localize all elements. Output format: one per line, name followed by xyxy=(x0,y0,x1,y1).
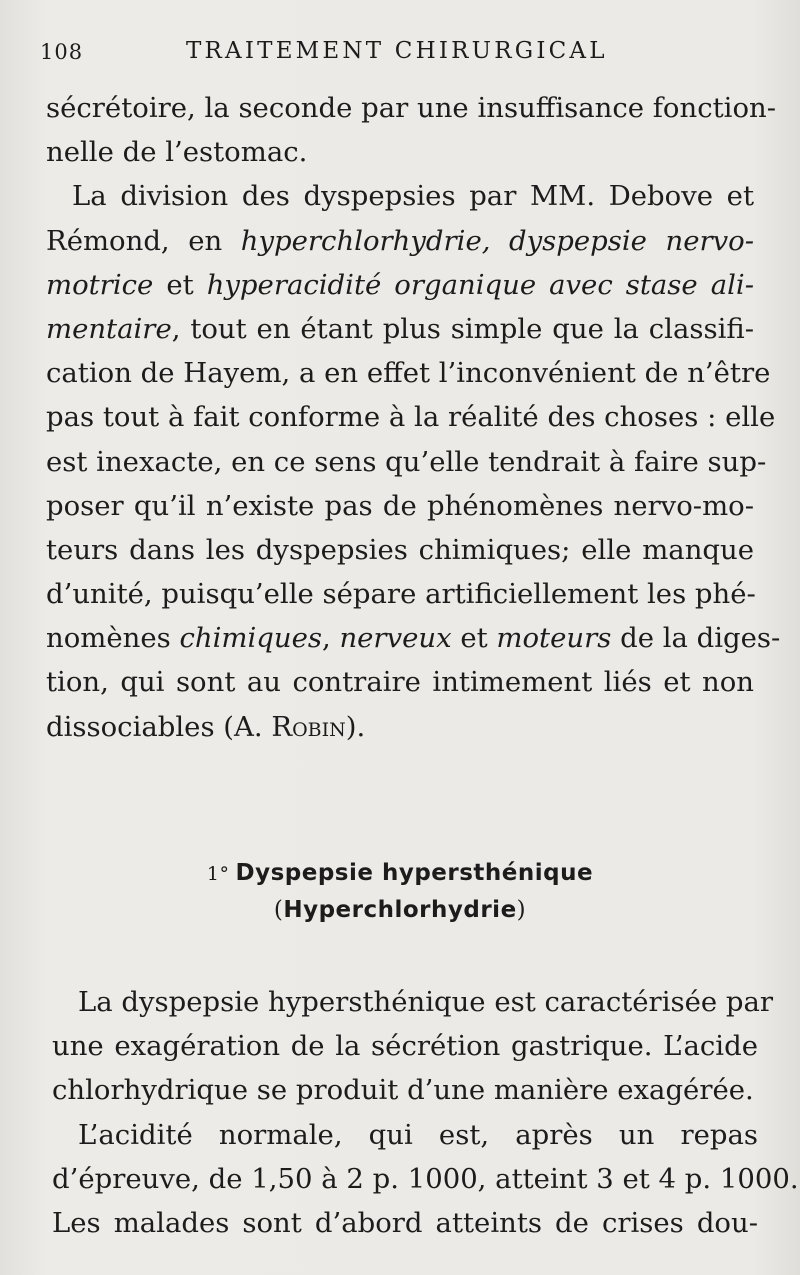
italic-term: hyperacidité organique avec stase ali- xyxy=(206,268,754,301)
text-line: poser qu’il n’existe pas de phénomènes nervo-mo- xyxy=(46,489,754,522)
main-text-block xyxy=(46,86,781,749)
italic-term: mentaire xyxy=(46,312,172,345)
italic-term: moteurs xyxy=(496,622,612,655)
text-line: une exagération de la sécrétion gastrique. L’acide xyxy=(52,1030,758,1063)
text-line: nomènes chimiques, nerveux et moteurs de la diges- xyxy=(46,622,781,655)
italic-term: hyperchlorhydrie, dyspepsie nervo- xyxy=(240,224,754,257)
text-line: Les malades sont d’abord atteints de crises dou- xyxy=(52,1206,758,1239)
text-line: motrice et hyperacidité organique avec stase ali- xyxy=(46,268,754,301)
section-number: 1° xyxy=(206,863,230,885)
text-line: L’acidité normale, qui est, après un repas xyxy=(78,1118,758,1151)
text-line: tion, qui sont au contraire intimement liés et non xyxy=(46,666,754,699)
text-line: d’épreuve, de 1,50 à 2 p. 1000, atteint 3 et 4 p. 1000. xyxy=(52,1162,799,1195)
text-line: dissociables (A. Robin). xyxy=(46,710,366,743)
page-header xyxy=(40,34,760,74)
running-head: TRAITEMENT CHIRURGICAL xyxy=(186,38,608,64)
author-name: Robin xyxy=(271,710,346,743)
text-line: cation de Hayem, a en effet l’inconvénient de n’être xyxy=(46,357,771,390)
section-subtitle: (Hyperchlorhydrie) xyxy=(273,897,527,923)
section-title: 1° Dyspepsie hypersthénique xyxy=(206,860,594,886)
text-line: nelle de l’estomac. xyxy=(46,136,308,169)
text-line: mentaire, tout en étant plus simple que la classifi- xyxy=(46,312,754,345)
text-line: d’unité, puisqu’elle sépare artificiellement les phé- xyxy=(46,578,756,611)
text-line: sécrétoire, la seconde par une insuffisance fonction- xyxy=(46,92,776,124)
text-line: Rémond, en hyperchlorhydrie, dyspepsie nervo- xyxy=(46,224,754,257)
italic-term: motrice xyxy=(46,268,154,301)
italic-term: chimiques xyxy=(179,622,322,655)
text-line: pas tout à fait conforme à la réalité des choses : elle xyxy=(46,401,776,434)
text-line: est inexacte, en ce sens qu’elle tendrait à faire sup- xyxy=(46,445,767,478)
text-line: chlorhydrique se produit d’une manière exagérée. xyxy=(52,1074,754,1107)
page-number: 108 xyxy=(40,40,84,64)
text-line: La division des dyspepsies par MM. Debove et xyxy=(72,180,754,213)
text-line: teurs dans les dyspepsies chimiques; elle manque xyxy=(46,533,754,566)
section-heading xyxy=(0,855,800,928)
section-text-block xyxy=(52,980,799,1245)
text-line: La dyspepsie hypersthénique est caractérisée par xyxy=(78,986,774,1018)
italic-term: nerveux xyxy=(339,622,452,655)
